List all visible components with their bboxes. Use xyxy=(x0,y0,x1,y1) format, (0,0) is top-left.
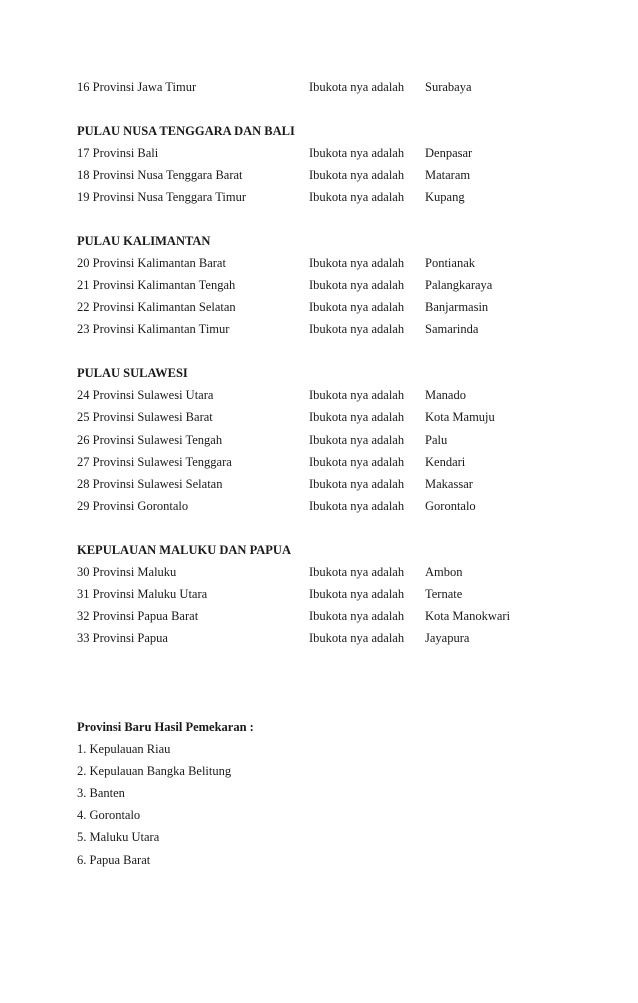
province-row xyxy=(77,629,597,647)
province-row xyxy=(77,607,597,625)
province-row xyxy=(77,408,597,426)
capital-label: Ibukota nya adalah xyxy=(309,455,405,469)
capital-name: Ternate xyxy=(425,587,463,601)
province-row xyxy=(77,585,597,603)
province-row xyxy=(77,563,597,581)
capital-name: Kota Manokwari xyxy=(425,609,511,623)
province-row xyxy=(77,78,597,96)
province-name: 26 Provinsi Sulawesi Tengah xyxy=(77,433,223,447)
new-provinces-heading: Provinsi Baru Hasil Pemekaran : xyxy=(77,720,254,734)
capital-label: Ibukota nya adalah xyxy=(309,587,405,601)
province-name: 32 Provinsi Papua Barat xyxy=(77,609,199,623)
capital-label: Ibukota nya adalah xyxy=(309,80,405,94)
new-province-item: 3. Banten xyxy=(77,786,125,800)
province-row xyxy=(77,320,597,338)
section-heading-nusa-tenggara-bali: PULAU NUSA TENGGARA DAN BALI xyxy=(77,124,295,138)
capital-name: Kota Mamuju xyxy=(425,410,495,424)
new-province-item: 2. Kepulauan Bangka Belitung xyxy=(77,764,232,778)
section-heading-kalimantan: PULAU KALIMANTAN xyxy=(77,234,211,248)
capital-label: Ibukota nya adalah xyxy=(309,278,405,292)
capital-name: Palangkaraya xyxy=(425,278,493,292)
capital-label: Ibukota nya adalah xyxy=(309,477,405,491)
capital-name: Denpasar xyxy=(425,146,473,160)
capital-label: Ibukota nya adalah xyxy=(309,322,405,336)
new-province-item: 1. Kepulauan Riau xyxy=(77,742,171,756)
capital-name: Mataram xyxy=(425,168,471,182)
new-province-item: 4. Gorontalo xyxy=(77,808,141,822)
province-name: 21 Provinsi Kalimantan Tengah xyxy=(77,278,236,292)
province-name: 27 Provinsi Sulawesi Tenggara xyxy=(77,455,232,469)
province-name: 19 Provinsi Nusa Tenggara Timur xyxy=(77,190,247,204)
province-name: 23 Provinsi Kalimantan Timur xyxy=(77,322,230,336)
province-row xyxy=(77,276,597,294)
province-name: 20 Provinsi Kalimantan Barat xyxy=(77,256,226,270)
capital-label: Ibukota nya adalah xyxy=(309,631,405,645)
province-name: 31 Provinsi Maluku Utara xyxy=(77,587,208,601)
section-heading-sulawesi: PULAU SULAWESI xyxy=(77,366,188,380)
capital-name: Ambon xyxy=(425,565,463,579)
province-name: 28 Provinsi Sulawesi Selatan xyxy=(77,477,223,491)
capital-label: Ibukota nya adalah xyxy=(309,190,405,204)
capital-label: Ibukota nya adalah xyxy=(309,565,405,579)
province-row xyxy=(77,298,597,316)
capital-name: Gorontalo xyxy=(425,499,476,513)
capital-label: Ibukota nya adalah xyxy=(309,499,405,513)
capital-label: Ibukota nya adalah xyxy=(309,256,405,270)
province-name: 33 Provinsi Papua xyxy=(77,631,168,645)
province-row xyxy=(77,453,597,471)
province-name: 22 Provinsi Kalimantan Selatan xyxy=(77,300,236,314)
capital-label: Ibukota nya adalah xyxy=(309,146,405,160)
new-province-item: 6. Papua Barat xyxy=(77,853,151,867)
province-row xyxy=(77,497,597,515)
capital-name: Makassar xyxy=(425,477,473,491)
province-name: 29 Provinsi Gorontalo xyxy=(77,499,189,513)
province-name: 17 Provinsi Bali xyxy=(77,146,159,160)
province-name: 24 Provinsi Sulawesi Utara xyxy=(77,388,214,402)
capital-name: Samarinda xyxy=(425,322,479,336)
province-name: 30 Provinsi Maluku xyxy=(77,565,177,579)
capital-label: Ibukota nya adalah xyxy=(309,609,405,623)
province-row xyxy=(77,144,597,162)
capital-label: Ibukota nya adalah xyxy=(309,410,405,424)
capital-name: Kendari xyxy=(425,455,466,469)
province-row xyxy=(77,188,597,206)
capital-label: Ibukota nya adalah xyxy=(309,168,405,182)
province-row xyxy=(77,254,597,272)
province-row xyxy=(77,166,597,184)
capital-name: Surabaya xyxy=(425,80,472,94)
capital-label: Ibukota nya adalah xyxy=(309,300,405,314)
section-heading-maluku-papua: KEPULAUAN MALUKU DAN PAPUA xyxy=(77,543,291,557)
province-name: 16 Provinsi Jawa Timur xyxy=(77,80,197,94)
capital-label: Ibukota nya adalah xyxy=(309,388,405,402)
capital-name: Kupang xyxy=(425,190,465,204)
new-province-item: 5. Maluku Utara xyxy=(77,830,160,844)
province-row xyxy=(77,475,597,493)
province-name: 25 Provinsi Sulawesi Barat xyxy=(77,410,213,424)
capital-label: Ibukota nya adalah xyxy=(309,433,405,447)
capital-name: Palu xyxy=(425,433,448,447)
province-name: 18 Provinsi Nusa Tenggara Barat xyxy=(77,168,243,182)
capital-name: Pontianak xyxy=(425,256,475,270)
capital-name: Banjarmasin xyxy=(425,300,489,314)
capital-name: Jayapura xyxy=(425,631,470,645)
capital-name: Manado xyxy=(425,388,466,402)
province-row xyxy=(77,386,597,404)
province-row xyxy=(77,431,597,449)
